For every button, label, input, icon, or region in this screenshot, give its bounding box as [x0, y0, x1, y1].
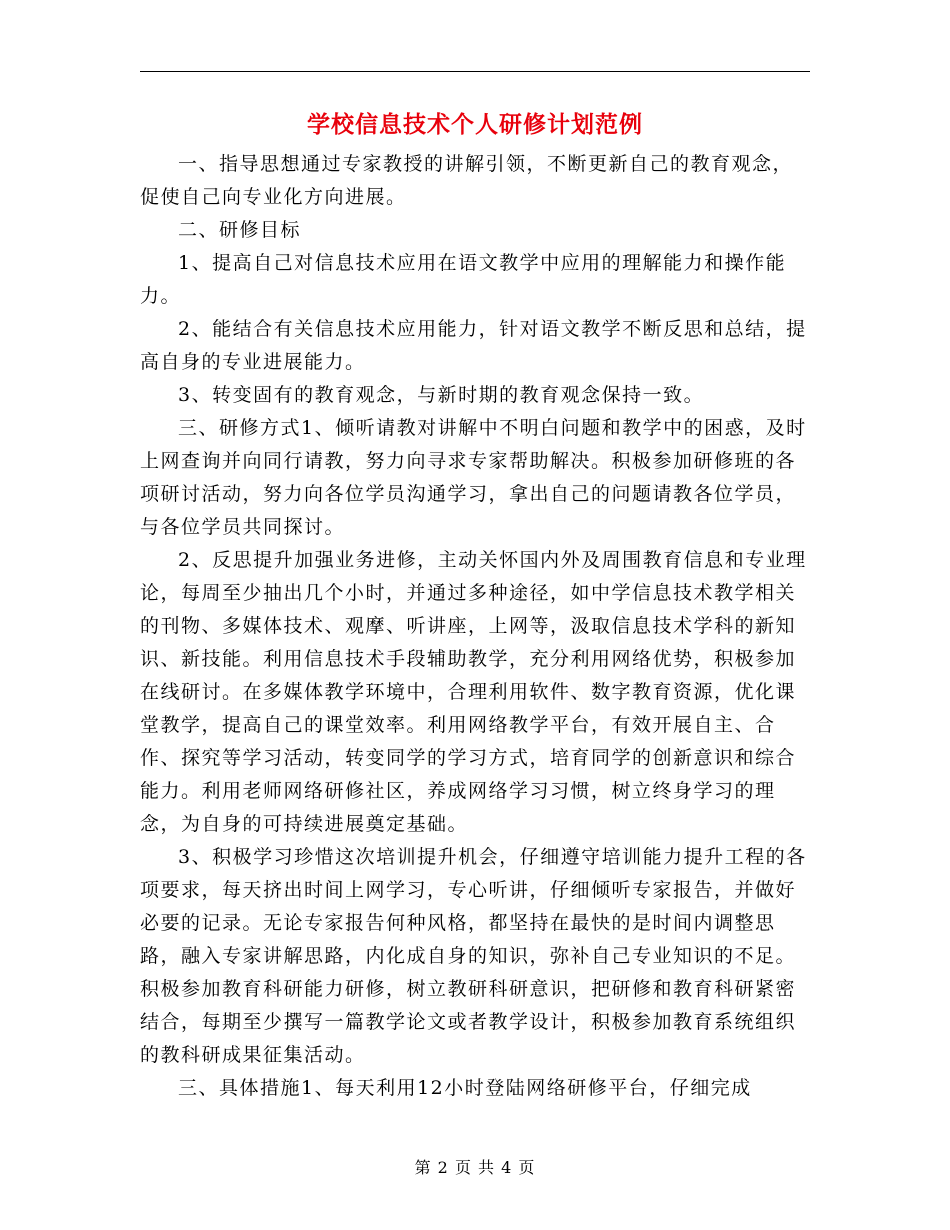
paragraph-goal-2: 2、能结合有关信息技术应用能力，针对语文教学不断反思和总结，提高自身的专业进展能力。: [140, 318, 807, 373]
paragraph-guiding-ideology: 一、指导思想通过专家教授的讲解引领，不断更新自己的教育观念，促使自己向专业化方向进展。: [140, 153, 794, 208]
page-number-footer: 第 2 页 共 4 页: [414, 1158, 536, 1177]
paragraph-methods-3: 3、积极学习珍惜这次培训提升机会，仔细遵守培训能力提升工程的各项要求，每天挤出时间上网学习，专心听讲，仔细倾听专家报告，并做好必要的记录。无论专家报告何种风格，都坚持在最快的是时间内调整思路，融入专家讲解思路，内化成自身的知识，弥补自己专业知识的不足。积极参加教育科研能力研修，树立教研科研意识，把研修和教育科研紧密结合，每期至少撰写一篇教学论文或者教学设计，积极参加教育系统组织的教科研成果征集活动。: [140, 846, 807, 1066]
paragraph-goals-heading: 二、研修目标: [178, 219, 302, 241]
header-rule: [140, 71, 810, 72]
paragraph-measures-1: 三、具体措施1、每天利用12小时登陆网络研修平台，仔细完成: [178, 1077, 752, 1099]
paragraph-goal-1: 1、提高自己对信息技术应用在语文教学中应用的理解能力和操作能力。: [140, 252, 787, 307]
paragraph-methods-1: 三、研修方式1、倾听请教对讲解中不明白问题和教学中的困惑，及时上网查询并向同行请教，努力向寻求专家帮助解决。积极参加研修班的各项研讨活动，努力向各位学员沟通学习，拿出自己的问题请教各位学员，与各位学员共同探讨。: [140, 417, 807, 538]
document-title: 学校信息技术个人研修计划范例: [307, 112, 643, 138]
document-body: [140, 148, 812, 1105]
paragraph-methods-2: 2、反思提升加强业务进修，主动关怀国内外及周围教育信息和专业理论，每周至少抽出几个小时，并通过多种途径，如中学信息技术教学相关的刊物、多媒体技术、观摩、听讲座，上网等，汲取信息技术学科的新知识、新技能。利用信息技术手段辅助教学，充分利用网络优势，积极参加在线研讨。在多媒体教学环境中，合理利用软件、数字教育资源，优化课堂教学，提高自己的课堂效率。利用网络教学平台，有效开展自主、合作、探究等学习活动，转变同学的学习方式，培育同学的创新意识和综合能力。利用老师网络研修社区，养成网络学习习惯，树立终身学习的理念，为自身的可持续进展奠定基础。: [140, 549, 807, 835]
paragraph-goal-3: 3、转变固有的教育观念，与新时期的教育观念保持一致。: [178, 384, 705, 406]
